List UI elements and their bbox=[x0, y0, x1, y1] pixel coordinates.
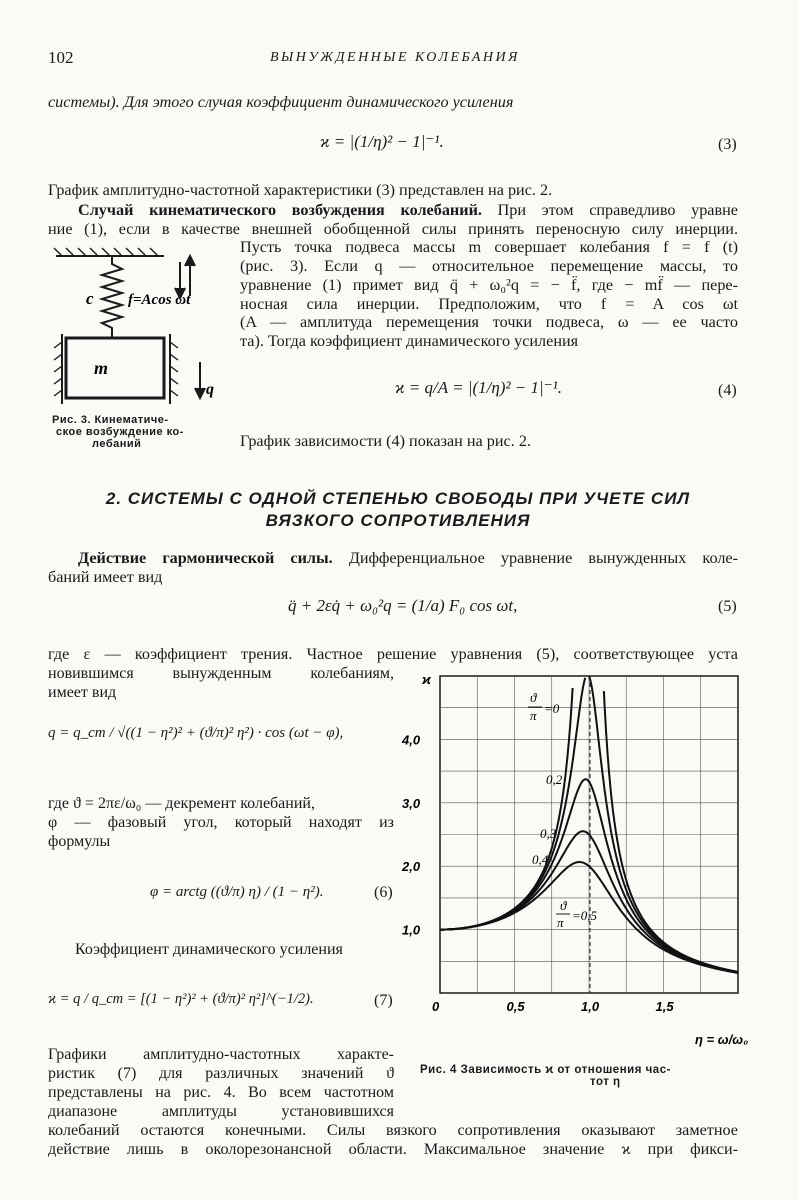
x-tick-label: 0 bbox=[432, 999, 440, 1014]
paragraph-line: ристик (7) для различных значений ϑ bbox=[48, 1065, 394, 1082]
series-label-05-num: ϑ bbox=[560, 898, 567, 913]
series-line-0 bbox=[440, 688, 573, 930]
paragraph-line: График зависимости (4) показан на рис. 2. bbox=[240, 432, 531, 450]
paragraph-line: Пусть точка подвеса массы m совершает колебания f = f (t) bbox=[240, 238, 738, 256]
section-heading: ВЯЗКОГО СОПРОТИВЛЕНИЯ bbox=[265, 511, 531, 530]
equation-3: ϰ = |(1/η)² − 1|⁻¹. bbox=[320, 132, 444, 151]
paragraph-line: Графики амплитудно-частотных характе- bbox=[48, 1046, 394, 1063]
caption-line: лебаний bbox=[92, 438, 142, 450]
figure-4-chart bbox=[400, 662, 760, 1062]
label-m: m bbox=[94, 358, 109, 378]
paragraph-line: График амплитудно-частотной характеристики (3) представлен на рис. 2. bbox=[48, 181, 553, 199]
paragraph-line: та). Тогда коэффициент динамического усиления bbox=[240, 332, 579, 350]
paragraph-line: системы). Для этого случая коэффициент динамического усиления bbox=[48, 93, 514, 111]
x-tick-label: 1,5 bbox=[655, 999, 674, 1014]
series-label-02: 0,2 bbox=[546, 772, 563, 787]
label-c: c bbox=[86, 289, 94, 308]
mass-block bbox=[66, 338, 164, 398]
x-tick-label: 1,0 bbox=[581, 999, 600, 1014]
series-label-0 bbox=[528, 690, 560, 723]
series-label-0-den: π bbox=[530, 708, 537, 723]
paragraph-line: колебаний остаются конечными. Силы вязкого сопротивления оказывают заметное bbox=[48, 1121, 738, 1139]
equation-4: ϰ = q/A = |(1/η)² − 1|⁻¹. bbox=[395, 378, 563, 397]
equation-5-number: (5) bbox=[718, 598, 737, 615]
caption-line: тот η bbox=[590, 1076, 621, 1088]
equation-6-number: (6) bbox=[374, 884, 393, 901]
series-line-1 bbox=[440, 678, 585, 930]
paragraph-line: действие лишь в околорезонансной области. Максимальное значение ϰ при фикси- bbox=[48, 1140, 738, 1158]
equation-7-number: (7) bbox=[374, 992, 393, 1009]
label-f: f=Acos ωt bbox=[128, 292, 191, 308]
left-wall-hatch bbox=[54, 342, 62, 396]
series-label-03: 0,3 bbox=[540, 826, 557, 841]
series-label-0-num: ϑ bbox=[530, 690, 537, 705]
caption-line: Рис. 4 Зависимость ϰ от отношения час- bbox=[420, 1064, 671, 1076]
x-tick-label: 0,5 bbox=[506, 999, 525, 1014]
paragraph-line: представлены на рис. 4. Во всем частотном bbox=[48, 1084, 394, 1101]
figure-3-caption bbox=[52, 414, 222, 450]
paragraph-text: При этом справедливо уравне bbox=[481, 201, 738, 219]
equation-7: ϰ = q / q_ст = [(1 − η²)² + (ϑ/π)² η²]^(−1/2). bbox=[48, 991, 314, 1007]
paragraph-line: диапазоне амплитуды установившихся bbox=[48, 1103, 394, 1120]
right-wall-hatch bbox=[170, 342, 178, 396]
y-tick-label: 4,0 bbox=[402, 732, 421, 748]
equation-5: q̈ + 2εq̇ + ω₀²q = (1/a) F₀ cos ωt, bbox=[288, 596, 518, 615]
paragraph-line: Коэффициент динамического усиления bbox=[75, 941, 343, 958]
ceiling-hatch bbox=[54, 248, 158, 256]
y-axis-label: ϰ bbox=[422, 672, 431, 687]
paragraph-lead: Действие гармонической силы. bbox=[78, 549, 333, 567]
paragraph-line: где ε — коэффициент трения. Частное решение уравнения (5), соответствующее уста bbox=[48, 645, 738, 663]
paragraph-line: носная сила инерции. Предположим, что f = A cos ωt bbox=[240, 295, 738, 313]
paragraph-line: уравнение (1) примет вид q̈ + ω₀²q = − f̈, где − mf̈ — пере- bbox=[240, 276, 738, 294]
series-label-04: 0,4 bbox=[532, 852, 549, 867]
running-title: ВЫНУЖДЕННЫЕ КОЛЕБАНИЯ bbox=[270, 50, 520, 65]
paragraph-line: имеет вид bbox=[48, 684, 117, 701]
y-tick-label: 2,0 bbox=[402, 859, 421, 875]
y-tick-label: 1,0 bbox=[402, 922, 421, 938]
series-label-05 bbox=[556, 898, 598, 930]
equation-6: φ = arctg ((ϑ/π) η) / (1 − η²). bbox=[150, 884, 324, 900]
series-label-0-val: =0 bbox=[544, 701, 560, 716]
equation-4-number: (4) bbox=[718, 382, 737, 399]
paragraph-line: ние (1), если в качестве внешней обобщенной силы принять переносную силу инерции. bbox=[48, 220, 738, 238]
y-tick-label: 3,0 bbox=[402, 795, 421, 811]
equation-3-number: (3) bbox=[718, 136, 737, 153]
paragraph-line bbox=[78, 201, 738, 220]
paragraph-line: φ — фазовый угол, который находят из bbox=[48, 814, 394, 831]
paragraph-line: новившимся вынужденным колебаниям, bbox=[48, 665, 394, 682]
figure-3-diagram bbox=[48, 242, 228, 412]
label-q: q bbox=[206, 381, 214, 398]
paragraph-line: формулы bbox=[48, 833, 111, 850]
x-axis-label: η = ω/ω₀ bbox=[695, 1032, 749, 1047]
section-heading: 2. СИСТЕМЫ С ОДНОЙ СТЕПЕНЬЮ СВОБОДЫ ПРИ УЧЕТЕ СИЛ bbox=[105, 489, 691, 508]
paragraph-line: (рис. 3). Если q — относительное перемещение массы, то bbox=[240, 257, 738, 275]
figure-4-caption bbox=[420, 1064, 750, 1088]
paragraph-line: баний имеет вид bbox=[48, 568, 163, 586]
caption-line: Рис. 3. Кинематиче- bbox=[52, 414, 169, 426]
equation-q: q = q_ст / √((1 − η²)² + (ϑ/π)² η²) · cos (ωt − φ), bbox=[48, 725, 344, 741]
series-label-05-den: π bbox=[557, 915, 564, 930]
paragraph-text: Дифференциальное уравнение вынужденных коле- bbox=[332, 549, 738, 567]
paragraph-line: где ϑ = 2πε/ω₀ — декремент колебаний, bbox=[48, 795, 315, 812]
paragraph-lead: Случай кинематического возбуждения колебаний. bbox=[78, 201, 482, 219]
series-label-05-val: =0,5 bbox=[572, 908, 598, 923]
page-number: 102 bbox=[48, 48, 74, 67]
paragraph-line bbox=[78, 549, 738, 568]
chart-ticks bbox=[401, 732, 674, 1014]
spring-icon bbox=[102, 256, 122, 338]
paragraph-line: (A — амплитуда перемещения точки подвеса, ω — ее часто bbox=[240, 313, 738, 331]
caption-line: ское возбуждение ко- bbox=[56, 426, 184, 438]
